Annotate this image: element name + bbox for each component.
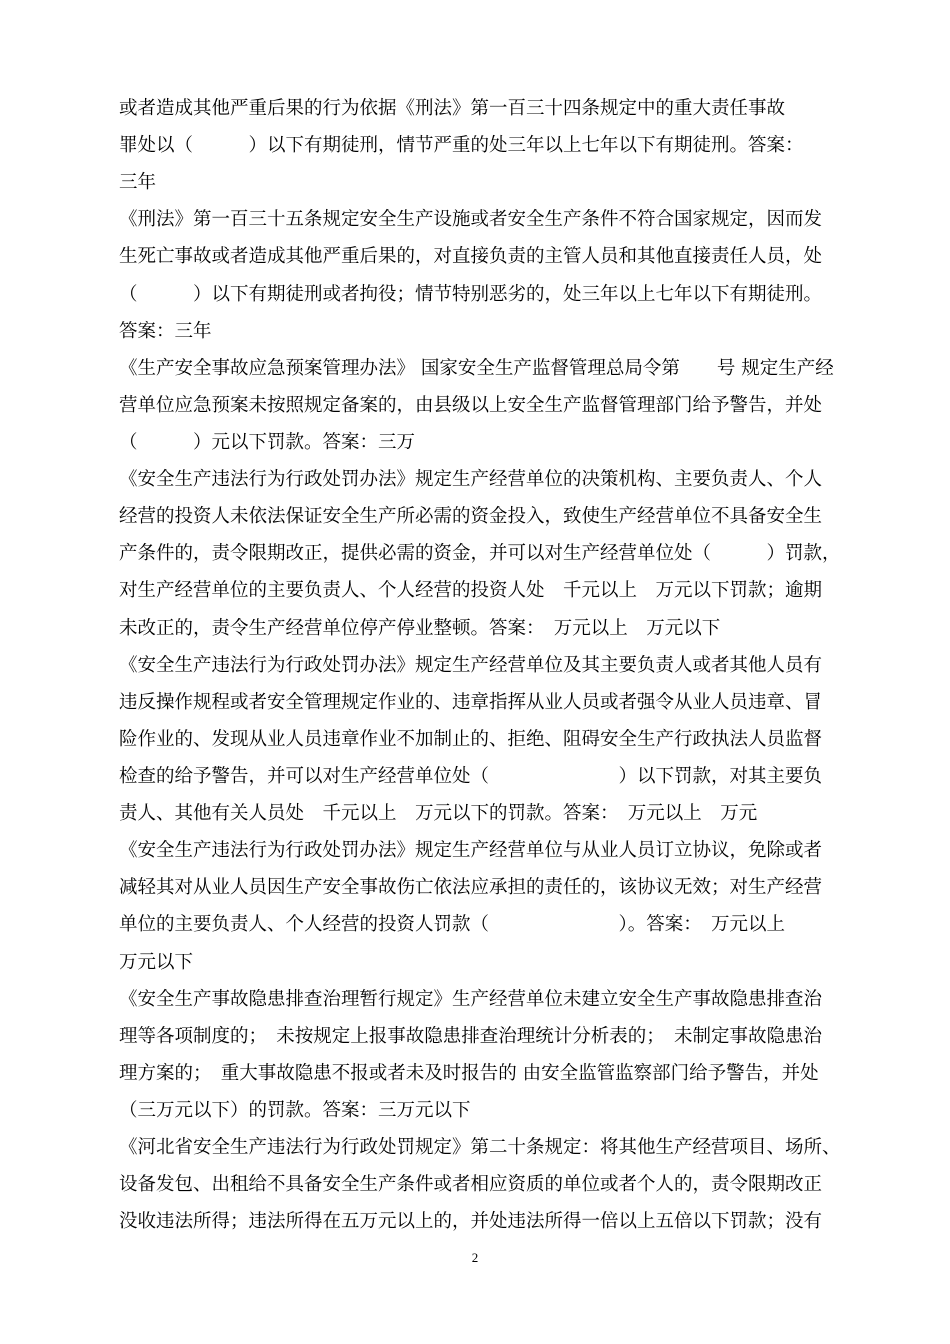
text-line: 《安全生产违法行为行政处罚办法》规定生产经营单位与从业人员订立协议，免除或者 bbox=[119, 840, 823, 861]
text-line: 险作业的、发现从业人员违章作业不加制止的、拒绝、阻碍安全生产行政执法人员监督 bbox=[119, 729, 823, 750]
text-line: 责人、其他有关人员处 千元以上 万元以下的罚款。答案： 万元以上 万元 bbox=[119, 803, 758, 824]
text-line: 未改正的，责令生产经营单位停产停业整顿。答案： 万元以上 万元以下 bbox=[119, 618, 721, 639]
text-line: （ ）元以下罚款。答案：三万 bbox=[119, 432, 416, 453]
text-line: 单位的主要负责人、个人经营的投资人罚款（ ）。答案： 万元以上 bbox=[119, 914, 786, 935]
page-number: 2 bbox=[471, 1250, 479, 1265]
text-line: 或者造成其他严重后果的行为依据《刑法》第一百三十四条规定中的重大责任事故 bbox=[119, 98, 786, 119]
text-line: 没收违法所得；违法所得在五万元以上的，并处违法所得一倍以上五倍以下罚款；没有 bbox=[119, 1211, 823, 1232]
text-line: 《安全生产违法行为行政处罚办法》规定生产经营单位及其主要负责人或者其他人员有 bbox=[119, 655, 823, 676]
text-line: 《安全生产事故隐患排查治理暂行规定》生产经营单位未建立安全生产事故隐患排查治 bbox=[119, 989, 823, 1010]
text-line: （ ）以下有期徒刑或者拘役；情节特别恶劣的，处三年以上七年以下有期徒刑。 bbox=[119, 284, 823, 305]
text-line: 对生产经营单位的主要负责人、个人经营的投资人处 千元以上 万元以下罚款；逾期 bbox=[119, 580, 823, 601]
text-line: （三万元以下）的罚款。答案：三万元以下 bbox=[119, 1100, 471, 1121]
text-line: 设备发包、出租给不具备安全生产条件或者相应资质的单位或者个人的，责令限期改正 bbox=[119, 1174, 823, 1195]
text-line: 检查的给予警告，并可以对生产经营单位处（ ）以下罚款，对其主要负 bbox=[119, 766, 823, 787]
text-line: 减轻其对从业人员因生产安全事故伤亡依法应承担的责任的，该协议无效；对生产经营 bbox=[119, 877, 823, 898]
text-line: 营单位应急预案未按照规定备案的，由县级以上安全生产监督管理部门给予警告，并处 bbox=[119, 395, 823, 416]
text-line: 罪处以（ ）以下有期徒刑，情节严重的处三年以上七年以下有期徒刑。答案： bbox=[119, 135, 804, 156]
text-line: 经营的投资人未依法保证安全生产所必需的资金投入，致使生产经营单位不具备安全生 bbox=[119, 506, 823, 527]
text-line: 产条件的，责令限期改正，提供必需的资金，并可以对生产经营单位处（ ）罚款， bbox=[119, 543, 841, 564]
text-line: 《生产安全事故应急预案管理办法》 国家安全生产监督管理总局令第 号 规定生产经 bbox=[119, 358, 834, 379]
text-line: 违反操作规程或者安全管理规定作业的、违章指挥从业人员或者强令从业人员违章、冒 bbox=[119, 692, 823, 713]
text-line: 理等各项制度的； 未按规定上报事故隐患排查治理统计分析表的； 未制定事故隐患治 bbox=[119, 1026, 823, 1047]
text-line: 《刑法》第一百三十五条规定安全生产设施或者安全生产条件不符合国家规定，因而发 bbox=[119, 209, 823, 230]
text-line: 万元以下 bbox=[119, 952, 194, 973]
text-line: 答案：三年 bbox=[119, 321, 212, 342]
text-line: 《河北省安全生产违法行为行政处罚规定》第二十条规定：将其他生产经营项目、场所、 bbox=[119, 1137, 841, 1158]
text-line: 理方案的； 重大事故隐患不报或者未及时报告的 由安全监管监察部门给予警告，并处 bbox=[119, 1063, 819, 1084]
text-line: 《安全生产违法行为行政处罚办法》规定生产经营单位的决策机构、主要负责人、个人 bbox=[119, 469, 823, 490]
text-line: 三年 bbox=[119, 172, 157, 193]
text-line: 生死亡事故或者造成其他严重后果的，对直接负责的主管人员和其他直接责任人员，处 bbox=[119, 246, 823, 267]
